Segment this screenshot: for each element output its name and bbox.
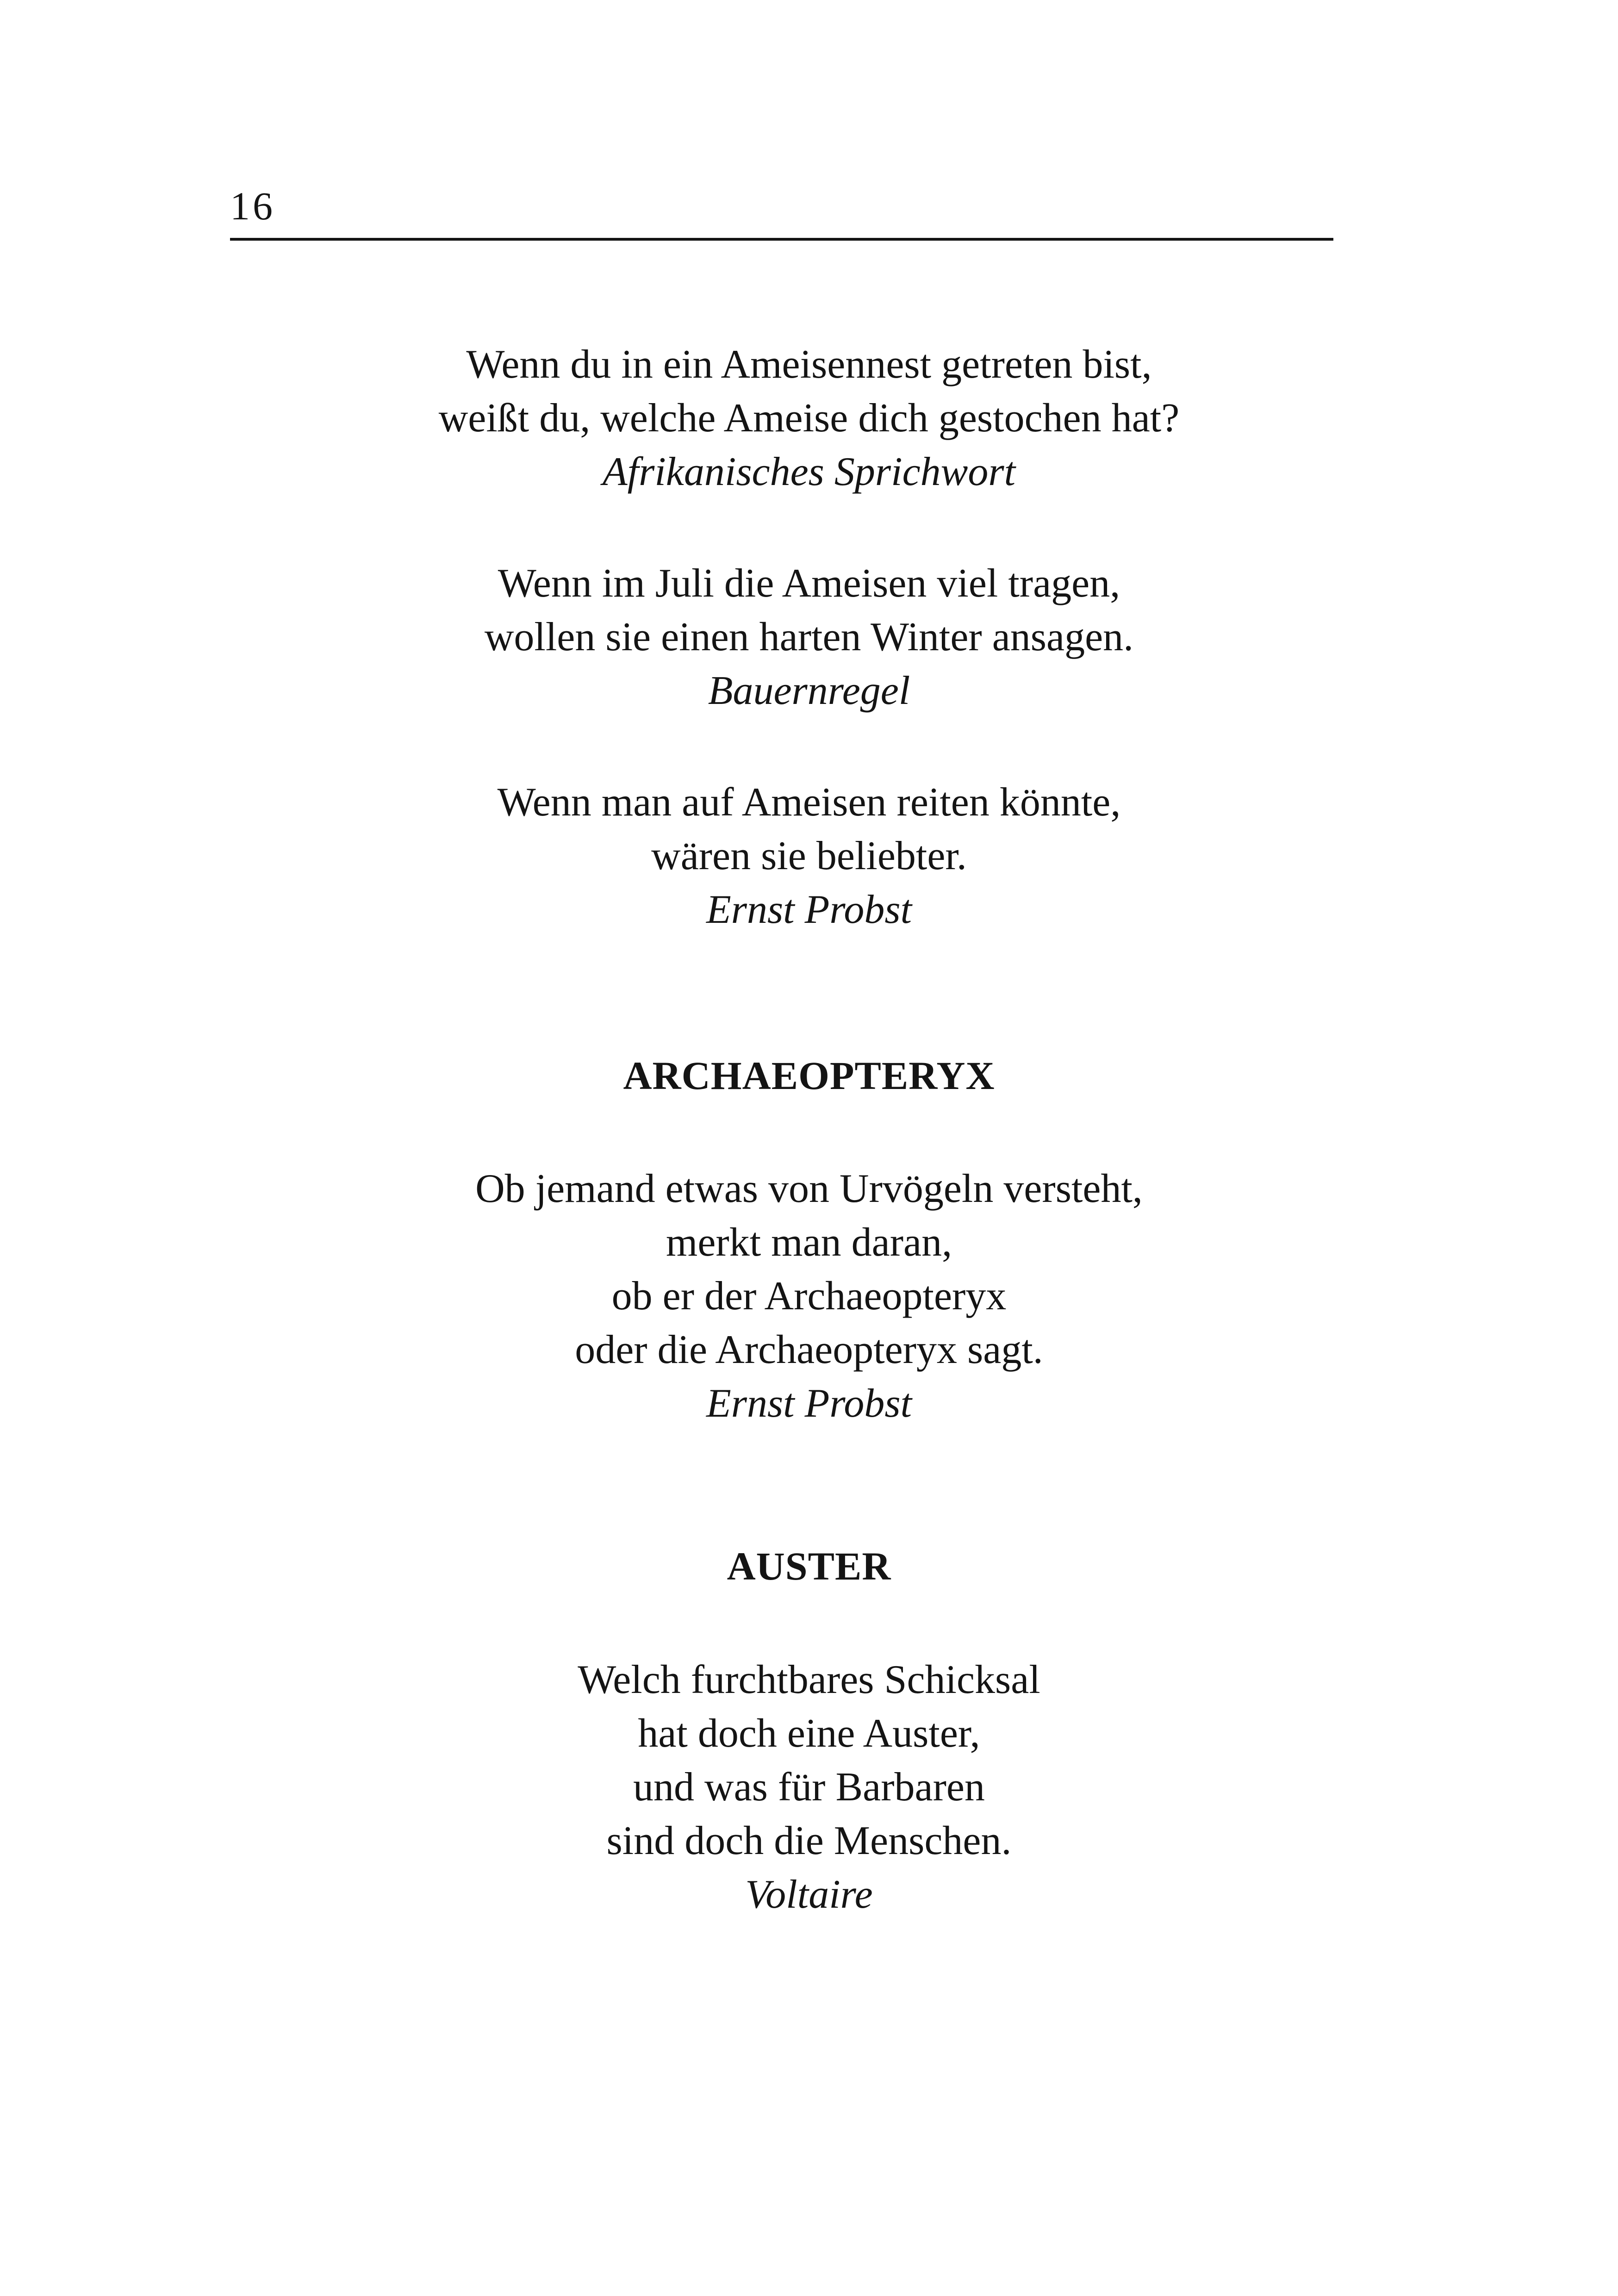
- quote-line: Wenn du in ein Ameisennest getreten bist,: [466, 342, 1152, 387]
- quote-line: merkt man daran,: [666, 1220, 952, 1265]
- quote-line: wären sie beliebter.: [651, 834, 967, 878]
- quote-author: Ernst Probst: [706, 1381, 912, 1426]
- quote-line: Wenn im Juli die Ameisen viel tragen,: [498, 561, 1120, 606]
- quote-line: oder die Archaeopteryx sagt.: [575, 1327, 1043, 1372]
- page-header: [230, 180, 1333, 241]
- quote-line: wollen sie einen harten Winter ansagen.: [484, 615, 1134, 660]
- quote-line: hat doch eine Auster,: [638, 1711, 980, 1756]
- quote-line: weißt du, welche Ameise dich gestochen hat?: [438, 396, 1180, 441]
- quote-line: ob er der Archaeopteryx: [611, 1274, 1007, 1319]
- quote-author: Voltaire: [745, 1872, 873, 1917]
- section-heading: ARCHAEOPTERYX: [623, 1053, 995, 1098]
- quote-line: sind doch die Menschen.: [606, 1818, 1012, 1863]
- quote-line: und was für Barbaren: [633, 1765, 985, 1810]
- page-number: 16: [230, 184, 275, 228]
- section-heading: AUSTER: [727, 1544, 891, 1588]
- quote-author: Afrikanisches Sprichwort: [602, 449, 1016, 494]
- quote-line: Welch furchtbares Schicksal: [578, 1657, 1040, 1702]
- quote-line: Ob jemand etwas von Urvögeln versteht,: [475, 1166, 1143, 1211]
- quote-author: Bauernregel: [708, 668, 910, 713]
- quote-line: Wenn man auf Ameisen reiten könnte,: [497, 780, 1121, 825]
- quote-author: Ernst Probst: [706, 887, 912, 932]
